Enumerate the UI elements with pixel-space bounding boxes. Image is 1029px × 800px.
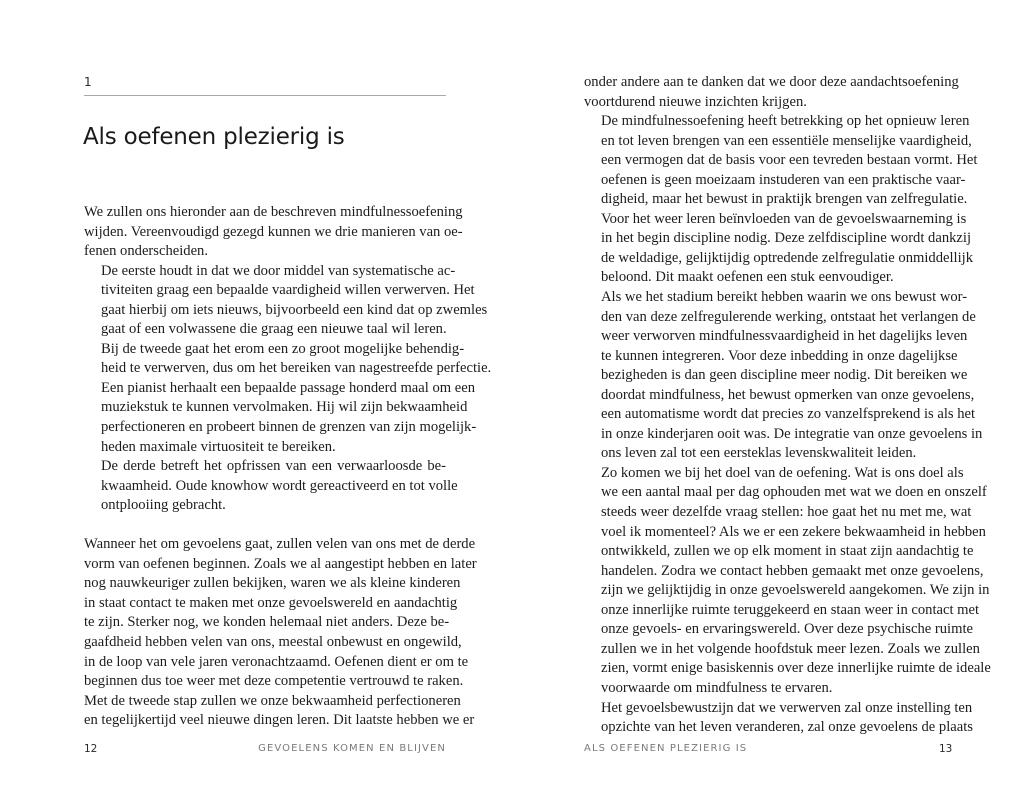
text-line: voel ik momenteel? Als we er een zekere bekwaamheid in hebben	[601, 523, 986, 540]
text-line: ontplooiing gebracht.	[101, 497, 226, 514]
text-line: Zo komen we bij het doel van de oefening. Wat is ons doel als	[601, 464, 964, 481]
text-line: De derde betreft het opfrissen van een verwaarloosde be-	[101, 458, 446, 475]
left-page	[0, 0, 514, 800]
text-line: opzichte van het leven veranderen, zal onze gevoelens de plaats	[601, 719, 973, 736]
text-line: tiviteiten graag een bepaalde vaardigheid willen verwerven. Het	[101, 282, 475, 299]
text-line: zien, vormt enige basiskennis over deze innerlijke ruimte de ideale	[601, 660, 991, 677]
text-line: beloond. Dit maakt oefenen een stuk eenvoudiger.	[601, 269, 894, 286]
left-page-body-text	[84, 203, 492, 731]
text-line: te kunnen integreren. Voor deze inbedding in onze dagelijkse	[601, 347, 958, 364]
paragraph	[84, 535, 477, 730]
text-line: perfectioneren en probeert binnen de grenzen van zijn mogelijk-	[101, 419, 477, 436]
text-line: kwaamheid. Oude knowhow wordt gereactiveerd en tot volle	[101, 477, 458, 494]
text-line: den van deze zelfregulerende werking, ontstaat het verlangen de	[601, 308, 976, 325]
text-line: en tot leven brengen van een essentiële menselijke vaardigheid,	[601, 132, 972, 149]
text-line: gaat hierbij om iets nieuws, bijvoorbeeld een kind dat op zwemles	[101, 301, 488, 318]
text-line: in onze kinderjaren ooit was. De integratie van onze gevoelens in	[601, 425, 983, 442]
text-line: muziekstuk te kunnen vervolmaken. Hij wil zijn bekwaamheid	[101, 399, 468, 416]
text-line: voorwaarde om mindfulness te ervaren.	[601, 679, 833, 696]
chapter-number: 1	[84, 75, 92, 89]
chapter-rule-divider	[84, 95, 446, 96]
running-head-left: GEVOELENS KOMEN EN BLIJVEN	[258, 743, 446, 754]
text-line: bezigheden is dan geen discipline meer nodig. Dit bereiken we	[601, 367, 968, 384]
text-line: een automatisme wordt dat precies zo vanzelfsprekend is als het	[601, 406, 976, 423]
text-line: Voor het weer leren beïnvloeden van de gevoelswaarneming is	[601, 210, 967, 227]
text-line: heden maximale virtuositeit te bereiken.	[101, 438, 336, 455]
text-line: doordat mindfulness, het bewust opmerken van onze gevoelens,	[601, 386, 975, 403]
text-line: Een pianist herhaalt een bepaalde passage honderd maal om een	[101, 379, 476, 396]
text-line: nog nauwkeuriger zullen bekijken, waren we als kleine kinderen	[84, 575, 461, 592]
text-line: wijden. Vereenvoudigd gezegd kunnen we drie manieren van oe-	[84, 223, 463, 240]
text-line: digheid, maar het bewust in praktijk brengen van zelfregulatie.	[601, 191, 968, 208]
text-line: zullen we in het volgende hoofdstuk meer lezen. Zoals we zullen	[601, 640, 980, 657]
text-line: steeds weer dezelfde vraag stellen: hoe gaat het nu met me, wat	[601, 504, 972, 521]
text-line: in het begin discipline nodig. Deze zelfdiscipline wordt dankzij	[601, 230, 972, 247]
page-number-right: 13	[939, 743, 953, 755]
text-line: Het gevoelsbewustzijn dat we verwerven zal onze instelling ten	[601, 699, 973, 716]
text-line: te zijn. Sterker nog, we konden helemaal niet anders. Deze be-	[84, 614, 450, 631]
text-line: onder andere aan te danken dat we door deze aandachtsoefening	[584, 74, 959, 90]
text-line: zijn we gelijktijdig in onze gevoelswereld aangekomen. We zijn in	[601, 582, 990, 599]
text-line: een vermogen dat de basis voor een tevreden bestaan vormt. Het	[601, 152, 978, 169]
text-line: ons leven zal tot een eersteklas levenskwaliteit leiden.	[601, 445, 917, 462]
text-line: ontwikkeld, zullen we op elk moment in staat zijn aandachtig te	[601, 543, 974, 560]
text-line: fenen onderscheiden.	[84, 243, 208, 260]
text-line: de weldadige, gelijktijdig optredende zelfregulatie onmiddellijk	[601, 249, 974, 266]
text-line: handelen. Zodra we contact hebben gemaakt met onze gevoelens,	[601, 562, 984, 579]
text-line: Bij de tweede gaat het erom een zo groot mogelijke behendig-	[101, 340, 465, 357]
paragraph	[84, 457, 458, 516]
text-line: beginnen dus toe weer met deze competentie vertrouwd te raken.	[84, 673, 464, 690]
right-page	[514, 0, 1028, 800]
running-head-right: ALS OEFENEN PLEZIERIG IS	[584, 743, 748, 754]
chapter-title: Als oefenen plezierig is	[83, 124, 345, 150]
paragraph	[584, 112, 978, 288]
text-line: weer verworven mindfulnessvaardigheid in het dagelijks leven	[601, 328, 968, 345]
text-line: We zullen ons hieronder aan de beschreven mindfulnessoefening	[84, 204, 463, 220]
text-line: en tegelijkertijd veel nieuwe dingen leren. Dit laatste hebben we er	[84, 712, 475, 729]
paragraph	[584, 288, 983, 464]
right-page-body-text	[584, 73, 991, 738]
text-line: gaat of een volwassene die graag een nieuwe taal wil leren.	[101, 321, 447, 338]
text-line: De mindfulnessoefening heeft betrekking op het opnieuw leren	[601, 113, 970, 130]
text-line: oefenen is geen moeizaam instuderen van een praktische vaar-	[601, 171, 966, 188]
text-line: heid te verwerven, dus om het bereiken van nagestreefde perfectie.	[101, 360, 492, 377]
paragraph	[84, 340, 492, 457]
text-line: in staat contact te maken met onze gevoelswereld en aandachtig	[84, 594, 458, 611]
text-line: Met de tweede stap zullen we onze bekwaamheid perfectioneren	[84, 692, 461, 709]
text-line: voortdurend nieuwe inzichten krijgen.	[584, 93, 807, 110]
paragraph	[584, 699, 973, 738]
paragraph	[584, 73, 959, 112]
paragraph	[84, 203, 463, 262]
text-line: in de loop van vele jaren veronachtzaamd. Oefenen dient er om te	[84, 653, 469, 670]
text-line: we een aantal maal per dag ophouden met wat we doen en onszelf	[601, 484, 987, 501]
text-line: onze gevoels- en ervaringswereld. Over deze psychische ruimte	[601, 621, 973, 638]
paragraph	[84, 262, 488, 340]
text-line: gaafdheid hebben velen van ons, meestal onbewust en ongewild,	[84, 634, 462, 651]
text-line: vorm van oefenen beginnen. Zoals we al aangestipt hebben en later	[84, 555, 477, 572]
text-line: Wanneer het om gevoelens gaat, zullen velen van ons met de derde	[84, 536, 476, 553]
page-number-left: 12	[84, 743, 98, 755]
paragraph	[584, 464, 991, 699]
text-line: onze innerlijke ruimte teruggekeerd en staan weer in contact met	[601, 601, 980, 618]
text-line: De eerste houdt in dat we door middel van systematische ac-	[101, 262, 456, 279]
text-line: Als we het stadium bereikt hebben waarin we ons bewust wor-	[601, 289, 968, 306]
